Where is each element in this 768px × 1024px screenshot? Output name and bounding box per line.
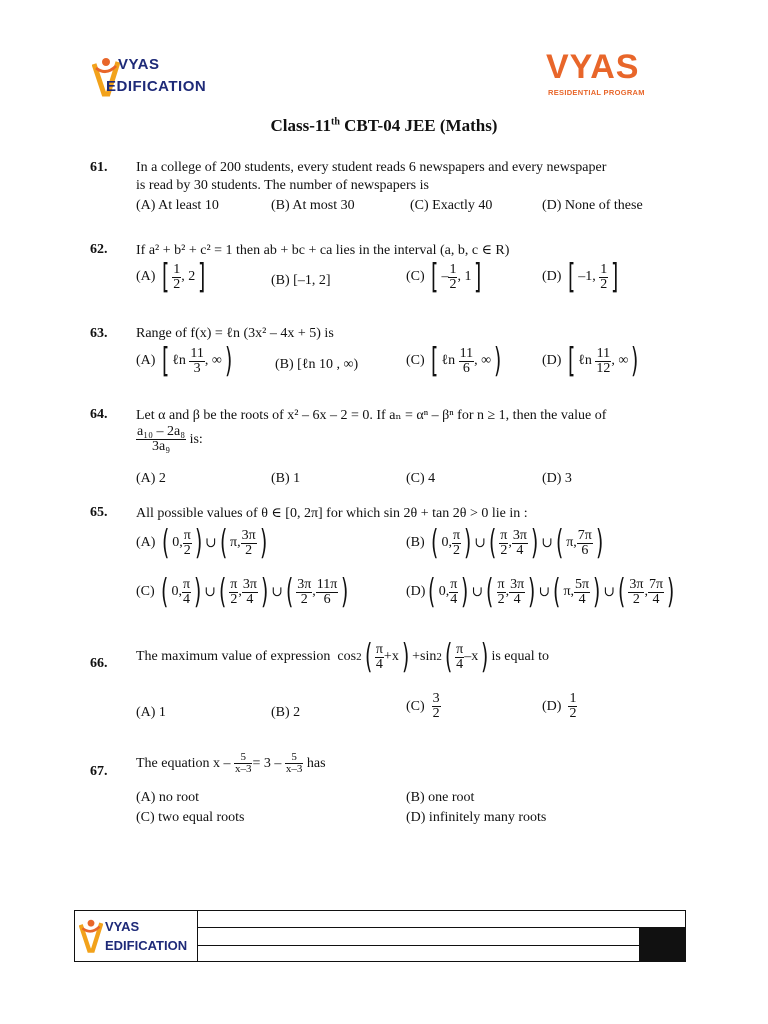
option-a: (A) [ $\frac{1}{2}$ , 2 ] — [136, 257, 206, 297]
option-a: (A) [ ℓn $\frac{11}{3}$ , ∞ ) — [136, 341, 233, 381]
footer-logo-vyas: VYAS — [105, 919, 140, 934]
option-c: (C) two equal roots — [136, 810, 245, 825]
footer-logo — [75, 911, 198, 961]
logo-text-vyas: VYAS — [118, 56, 160, 73]
option-b: (B) ( 0, $\frac{\pi}{2}$ ) ∪ ( $\frac{\pi}{2}$ , $\frac{3\pi}{4}$ ) ∪ ( π, $\frac{7\pi}{6}$ ) — [406, 523, 604, 563]
option-a: (A) ( 0, $\frac{\pi}{2}$ ) ∪ ( π, $\frac{3\pi}{2}$ ) — [136, 523, 267, 563]
logo-text-edification: EDIFICATION — [106, 78, 207, 95]
logo-text-residential: RESIDENTIAL PROGRAM — [548, 88, 645, 97]
option-b: (B) [–1, 2] — [271, 273, 331, 288]
option-b: (B) 1 — [271, 471, 301, 486]
option-c: (C) Exactly 40 — [410, 198, 493, 213]
option-d: (D) [ –1, $\frac{1}{2}$ ] — [542, 257, 619, 297]
option-b: (B) 2 — [271, 705, 301, 720]
vyas-residential-logo — [546, 48, 662, 102]
option-c: (C) [ – $\frac{1}{2}$ , 1 ] — [406, 257, 482, 297]
option-c: (C) 4 — [406, 471, 436, 486]
option-d: (D) ( 0, $\frac{\pi}{4}$ ) ∪ ( $\frac{\pi}{2}$ , $\frac{3\pi}{4}$ ) ∪ ( π, $\frac{5\pi}{4}$ ) ∪ ( $\frac{3\pi}{2}$ , $\frac{7\pi}{4}$ ) — [406, 572, 675, 612]
option-a: (A) 1 — [136, 705, 166, 720]
option-c: (C) $\frac{3}{2}$ — [406, 691, 440, 721]
logo-text-vyas-big: VYAS — [546, 48, 640, 86]
question-text: If a² + b² + c² = 1 then ab + bc + ca lies in the interval (a, b, c ∈ R) — [136, 243, 510, 258]
option-d: (D) 3 — [542, 471, 572, 486]
question-text: is read by 30 students. The number of newspapers is — [136, 178, 429, 193]
question-number: 67. — [90, 764, 108, 779]
question-fraction: $\frac{\text{a₁₀ – 2a₈}}{\text{3a₉}}$ is: — [137, 424, 203, 454]
question-number: 64. — [90, 407, 108, 422]
divider — [197, 945, 685, 946]
footer-box — [74, 910, 686, 962]
option-c: (C) [ ℓn $\frac{11}{6}$ , ∞ ) — [406, 341, 502, 381]
question-text: Let α and β be the roots of x² – 6x – 2 = 0. If aₙ = αⁿ – βⁿ for n ≥ 1, then the value of — [136, 408, 607, 423]
question-number: 66. — [90, 656, 108, 671]
person-v-logo-icon — [79, 917, 103, 955]
question-number: 65. — [90, 505, 108, 520]
divider — [197, 927, 685, 928]
question-text: The equation x – $\frac{5}{x-3}$ = 3 – $\frac{5}{x-3}$ has — [136, 751, 326, 775]
option-d: (D) [ ℓn $\frac{11}{12}$ , ∞ ) — [542, 341, 639, 381]
option-b: (B) At most 30 — [271, 198, 355, 213]
option-d: (D) $\frac{1}{2}$ — [542, 691, 577, 721]
option-c: (C) ( 0, $\frac{\pi}{4}$ ) ∪ ( $\frac{\pi}{2}$ , $\frac{3\pi}{4}$ ) ∪ ( $\frac{3\pi}{2}$ , $\frac{11\pi}{6}$ ) — [136, 572, 349, 612]
question-text: All possible values of θ ∈ [0, 2π] for which sin 2θ + tan 2θ > 0 lie in : — [136, 506, 528, 521]
question-text: Range of f(x) = ℓn (3x² – 4x + 5) is — [136, 326, 334, 341]
option-b: (B) [ℓn 10 , ∞) — [275, 357, 359, 372]
option-b: (B) one root — [406, 790, 475, 805]
page-number-block — [639, 928, 685, 961]
option-d: (D) None of these — [542, 198, 643, 213]
question-number: 61. — [90, 160, 108, 175]
question-text: In a college of 200 students, every student reads 6 newspapers and every newspaper — [136, 160, 607, 175]
question-number: 63. — [90, 326, 108, 341]
option-a: (A) no root — [136, 790, 199, 805]
question-text: The maximum value of expression cos 2 ( $\frac{\pi}{4}$ +x ) + sin 2 ( $\frac{\pi}{4}$ –x ) is equal to — [136, 637, 549, 677]
footer-logo-edification: EDIFICATION — [105, 938, 188, 953]
option-a: (A) At least 10 — [136, 198, 219, 213]
option-d: (D) infinitely many roots — [406, 810, 547, 825]
page-title: Class-11th CBT-04 JEE (Maths) — [270, 116, 498, 135]
question-number: 62. — [90, 242, 108, 257]
option-a: (A) 2 — [136, 471, 166, 486]
vyas-edification-logo — [92, 54, 232, 100]
